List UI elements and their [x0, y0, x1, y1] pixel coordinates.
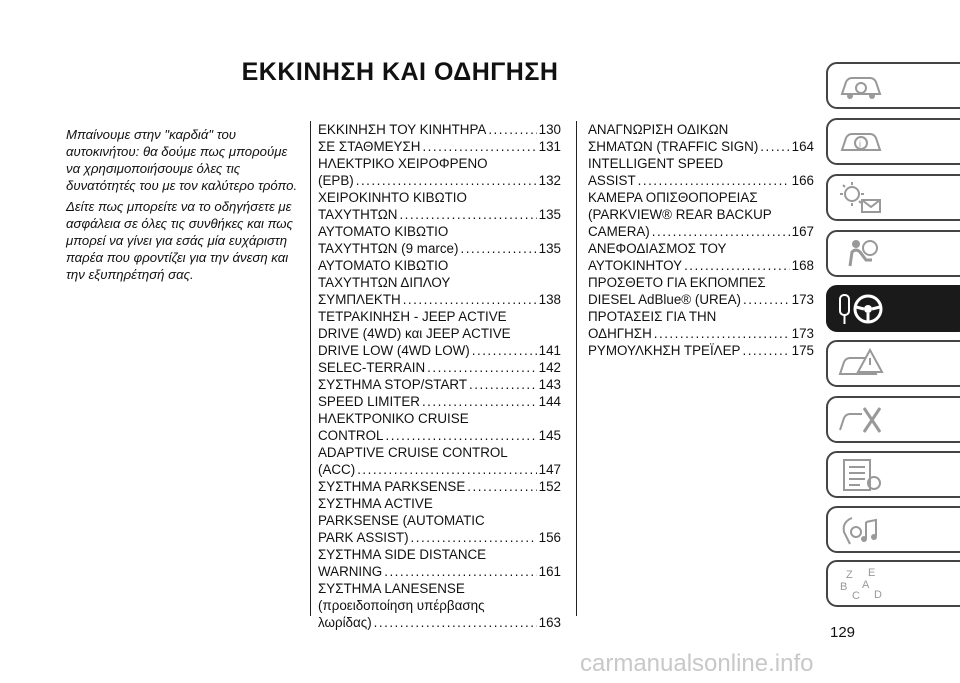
tab-emergency[interactable] [826, 340, 960, 387]
toc-entry[interactable] [318, 376, 561, 393]
tab-multimedia[interactable] [826, 506, 960, 553]
toc-entry[interactable] [588, 274, 814, 308]
toc-entry-line: (PARKVIEW® REAR BACKUP [588, 207, 772, 222]
tab-safety[interactable] [826, 230, 960, 277]
toc-page-number: 161 [538, 564, 561, 579]
dot-leader [384, 563, 536, 580]
toc-entry-title: SELEC-TERRAIN [318, 360, 426, 375]
svg-text:Z: Z [846, 569, 853, 581]
toc-entry[interactable] [318, 546, 561, 580]
dot-leader [422, 138, 536, 155]
toc-entry-title: PARK ASSIST) [318, 530, 409, 545]
toc-page-number: 142 [538, 360, 561, 375]
toc-entry-line: ΣΥΣΤΗΜΑ ACTIVE [318, 496, 433, 511]
toc-entry[interactable] [318, 444, 561, 478]
toc-page-number: 135 [538, 241, 561, 256]
toc-page-number: 132 [538, 173, 561, 188]
toc-entry-title: ASSIST [588, 173, 636, 188]
svg-text:i: i [859, 139, 861, 149]
toc-entry-line: ΑΝΕΦΟΔΙΑΣΜΟΣ ΤΟΥ [588, 241, 727, 256]
svg-text:A: A [862, 579, 870, 591]
toc-entry-title: (ACC) [318, 462, 356, 477]
toc-entry[interactable] [318, 580, 561, 631]
toc-page-number: 138 [538, 292, 561, 307]
toc-page-number: 135 [538, 207, 561, 222]
car-tools-icon [836, 402, 886, 438]
dot-leader [742, 342, 789, 359]
dot-leader [403, 291, 537, 308]
toc-page-number: 168 [791, 258, 814, 273]
toc-entry[interactable] [318, 223, 561, 257]
dot-leader [460, 240, 536, 257]
toc-entry-title: ΡΥΜΟΥΛΚΗΣΗ ΤΡΕΪΛΕΡ [588, 343, 741, 358]
toc-entry-title: DRIVE LOW (4WD LOW) [318, 343, 470, 358]
toc-page-number: 173 [791, 326, 814, 341]
toc-entry[interactable] [318, 495, 561, 546]
toc-entry[interactable] [318, 359, 561, 376]
tab-maintenance[interactable] [826, 396, 960, 443]
toc-page-number: 152 [538, 479, 561, 494]
dot-leader [422, 393, 537, 410]
toc-column-2 [588, 121, 814, 359]
toc-entry[interactable] [588, 121, 814, 155]
svg-text:E: E [868, 567, 876, 579]
toc-entry-line: ΣΥΣΤΗΜΑ SIDE DISTANCE [318, 547, 487, 562]
tab-lights-messages[interactable] [826, 174, 960, 221]
tab-index[interactable] [826, 560, 960, 607]
toc-entry[interactable] [318, 393, 561, 410]
toc-page-number: 141 [538, 343, 561, 358]
alphabet-index-icon [836, 566, 886, 602]
toc-entry-line: ΑΥΤΟΜΑΤΟ ΚΙΒΩΤΙΟ [318, 258, 449, 273]
dot-leader [684, 257, 790, 274]
toc-entry-title: ΤΑΧΥΤΗΤΩΝ (9 marce) [318, 241, 459, 256]
dot-leader [385, 427, 536, 444]
toc-entry[interactable] [318, 478, 561, 495]
toc-page-number: 175 [791, 343, 814, 358]
dot-leader [472, 342, 537, 359]
toc-page-number: 143 [538, 377, 561, 392]
toc-entry[interactable] [318, 257, 561, 308]
toc-page-number: 166 [791, 173, 814, 188]
toc-entry-title: WARNING [318, 564, 383, 579]
toc-entry-title: ΑΥΤΟΚΙΝΗΤΟΥ [588, 258, 683, 273]
toc-column-1 [318, 121, 561, 631]
column-divider [576, 121, 577, 616]
svg-text:C: C [852, 590, 860, 602]
toc-entry-title: CONTROL [318, 428, 384, 443]
toc-entry[interactable] [588, 189, 814, 240]
toc-page-number: 144 [538, 394, 561, 409]
dot-leader [427, 359, 537, 376]
toc-entry[interactable] [588, 240, 814, 274]
toc-entry[interactable] [588, 155, 814, 189]
intro-paragraph: Μπαίνουμε στην "καρδιά" του αυτοκινήτου: θα δούμε πως μπορούμε να χρησιμοποιήσουμε όλες τις δυνατότητές του με τον καλύτερο τρόπο. [66, 127, 298, 193]
toc-entry-title: ΣΕ ΣΤΑΘΜΕΥΣΗ [318, 139, 421, 154]
toc-entry-line: ΠΡΟΣΘΕΤΟ ΓΙΑ ΕΚΠΟΜΠΕΣ [588, 275, 766, 290]
dot-leader [357, 461, 536, 478]
toc-entry-line: DRIVE (4WD) και JEEP ACTIVE [318, 326, 511, 341]
toc-page-number: 163 [538, 615, 561, 630]
tab-starting-driving[interactable] [826, 285, 960, 332]
toc-entry-title: SPEED LIMITER [318, 394, 420, 409]
toc-entry[interactable] [318, 189, 561, 223]
toc-entry-line: ΠΡΟΤΑΣΕΙΣ ΓΙΑ ΤΗΝ [588, 309, 717, 324]
toc-entry-line: ΑΝΑΓΝΩΡΙΣΗ ΟΔΙΚΩΝ [588, 122, 729, 137]
toc-entry[interactable] [318, 138, 561, 155]
toc-page-number: 147 [538, 462, 561, 477]
toc-entry-line: ΗΛΕΚΤΡΙΚΟ ΧΕΙΡΟΦΡΕΝΟ [318, 156, 488, 171]
dot-leader [488, 121, 536, 138]
toc-page-number: 167 [791, 224, 814, 239]
toc-entry[interactable] [588, 308, 814, 342]
toc-entry-line: ΣΥΣΤΗΜΑ LANESENSE [318, 581, 465, 596]
key-steering-wheel-icon [836, 291, 886, 327]
toc-entry-line: ΤΕΤΡΑΚΙΝΗΣΗ - JEEP ACTIVE [318, 309, 507, 324]
toc-entry-title: DIESEL AdBlue® (UREA) [588, 292, 742, 307]
toc-entry[interactable] [318, 155, 561, 189]
tab-car-dashboard[interactable] [826, 62, 960, 109]
tab-technical-data[interactable] [826, 451, 960, 498]
toc-entry-line: ΑΥΤΟΜΑΤΟ ΚΙΒΩΤΙΟ [318, 224, 449, 239]
light-mail-icon [836, 180, 886, 216]
toc-entry-line: ΧΕΙΡΟΚΙΝΗΤΟ ΚΙΒΩΤΙΟ [318, 190, 467, 205]
column-divider [310, 121, 311, 616]
toc-entry[interactable] [318, 308, 561, 359]
toc-entry-title: ΣΥΣΤΗΜΑ PARKSENSE [318, 479, 466, 494]
data-sheet-icon [836, 457, 886, 493]
dot-leader [374, 614, 537, 631]
toc-entry-title: ΟΔΗΓΗΣΗ [588, 326, 652, 341]
toc-entry-line: ADAPTIVE CRUISE CONTROL [318, 445, 508, 460]
page-number: 129 [830, 624, 856, 641]
dot-leader [654, 325, 790, 342]
toc-entry-title: ΣΥΜΠΛΕΚΤΗ [318, 292, 401, 307]
toc-entry-title: ΣΥΣΤΗΜΑ STOP/START [318, 377, 467, 392]
dot-leader [469, 376, 537, 393]
svg-text:D: D [874, 589, 882, 601]
dot-leader [743, 291, 790, 308]
toc-page-number: 145 [538, 428, 561, 443]
page-title: ΕΚΚΙΝΗΣΗ ΚΑΙ ΟΔΗΓΗΣΗ [241, 58, 559, 86]
svg-text:B: B [840, 581, 848, 593]
dot-leader [467, 478, 536, 495]
toc-entry-line: PARKSENSE (AUTOMATIC [318, 513, 485, 528]
toc-entry[interactable] [588, 342, 814, 359]
intro-text [66, 126, 301, 287]
dot-leader [399, 206, 536, 223]
intro-paragraph: Δείτε πως μπορείτε να το οδηγήσετε με ασφάλεια σε όλες τις συνθήκες και πως μπορεί να γίνει για εσάς μία ευχάριστη παρέα που φροντίζει για την άνεση και την εξυπηρέτησή σας. [66, 199, 293, 282]
dot-leader [356, 172, 537, 189]
toc-page-number: 130 [538, 122, 561, 137]
toc-page-number: 156 [538, 530, 561, 545]
toc-entry-line: ΗΛΕΚΤΡΟΝΙΚΟ CRUISE [318, 411, 469, 426]
dot-leader [411, 529, 537, 546]
car-warning-icon [836, 346, 886, 382]
toc-entry-line: ΤΑΧΥΤΗΤΩΝ ΔΙΠΛΟΥ [318, 275, 451, 290]
toc-entry-title: λωρίδας) [318, 615, 372, 630]
watermark: carmanualsonline.info [580, 650, 814, 677]
car-info-icon [836, 124, 886, 160]
dot-leader [638, 172, 790, 189]
toc-entry-line: ΚΑΜΕΡΑ ΟΠΙΣΘΟΠΟΡΕΙΑΣ [588, 190, 758, 205]
tab-car-info[interactable] [826, 118, 960, 165]
toc-page-number: 164 [791, 139, 814, 154]
toc-entry-line: INTELLIGENT SPEED [588, 156, 724, 171]
toc-entry-line: (προειδοποίηση υπέρβασης [318, 598, 485, 613]
airbag-person-icon [836, 236, 886, 272]
toc-entry[interactable] [318, 410, 561, 444]
toc-entry-title: ΕΚΚΙΝΗΣΗ ΤΟΥ ΚΙΝΗΤΗΡΑ [318, 122, 487, 137]
multimedia-icon [836, 512, 886, 548]
toc-entry-title: ΤΑΧΥΤΗΤΩΝ [318, 207, 398, 222]
car-dashboard-icon [836, 68, 886, 104]
dot-leader [652, 223, 790, 240]
toc-entry-title: (EPB) [318, 173, 354, 188]
toc-entry[interactable] [318, 121, 561, 138]
toc-entry-title: CAMERA) [588, 224, 650, 239]
toc-page-number: 131 [538, 139, 561, 154]
toc-page-number: 173 [791, 292, 814, 307]
dot-leader [760, 138, 789, 155]
toc-entry-title: ΣΗΜΑΤΩΝ (TRAFFIC SIGN) [588, 139, 759, 154]
